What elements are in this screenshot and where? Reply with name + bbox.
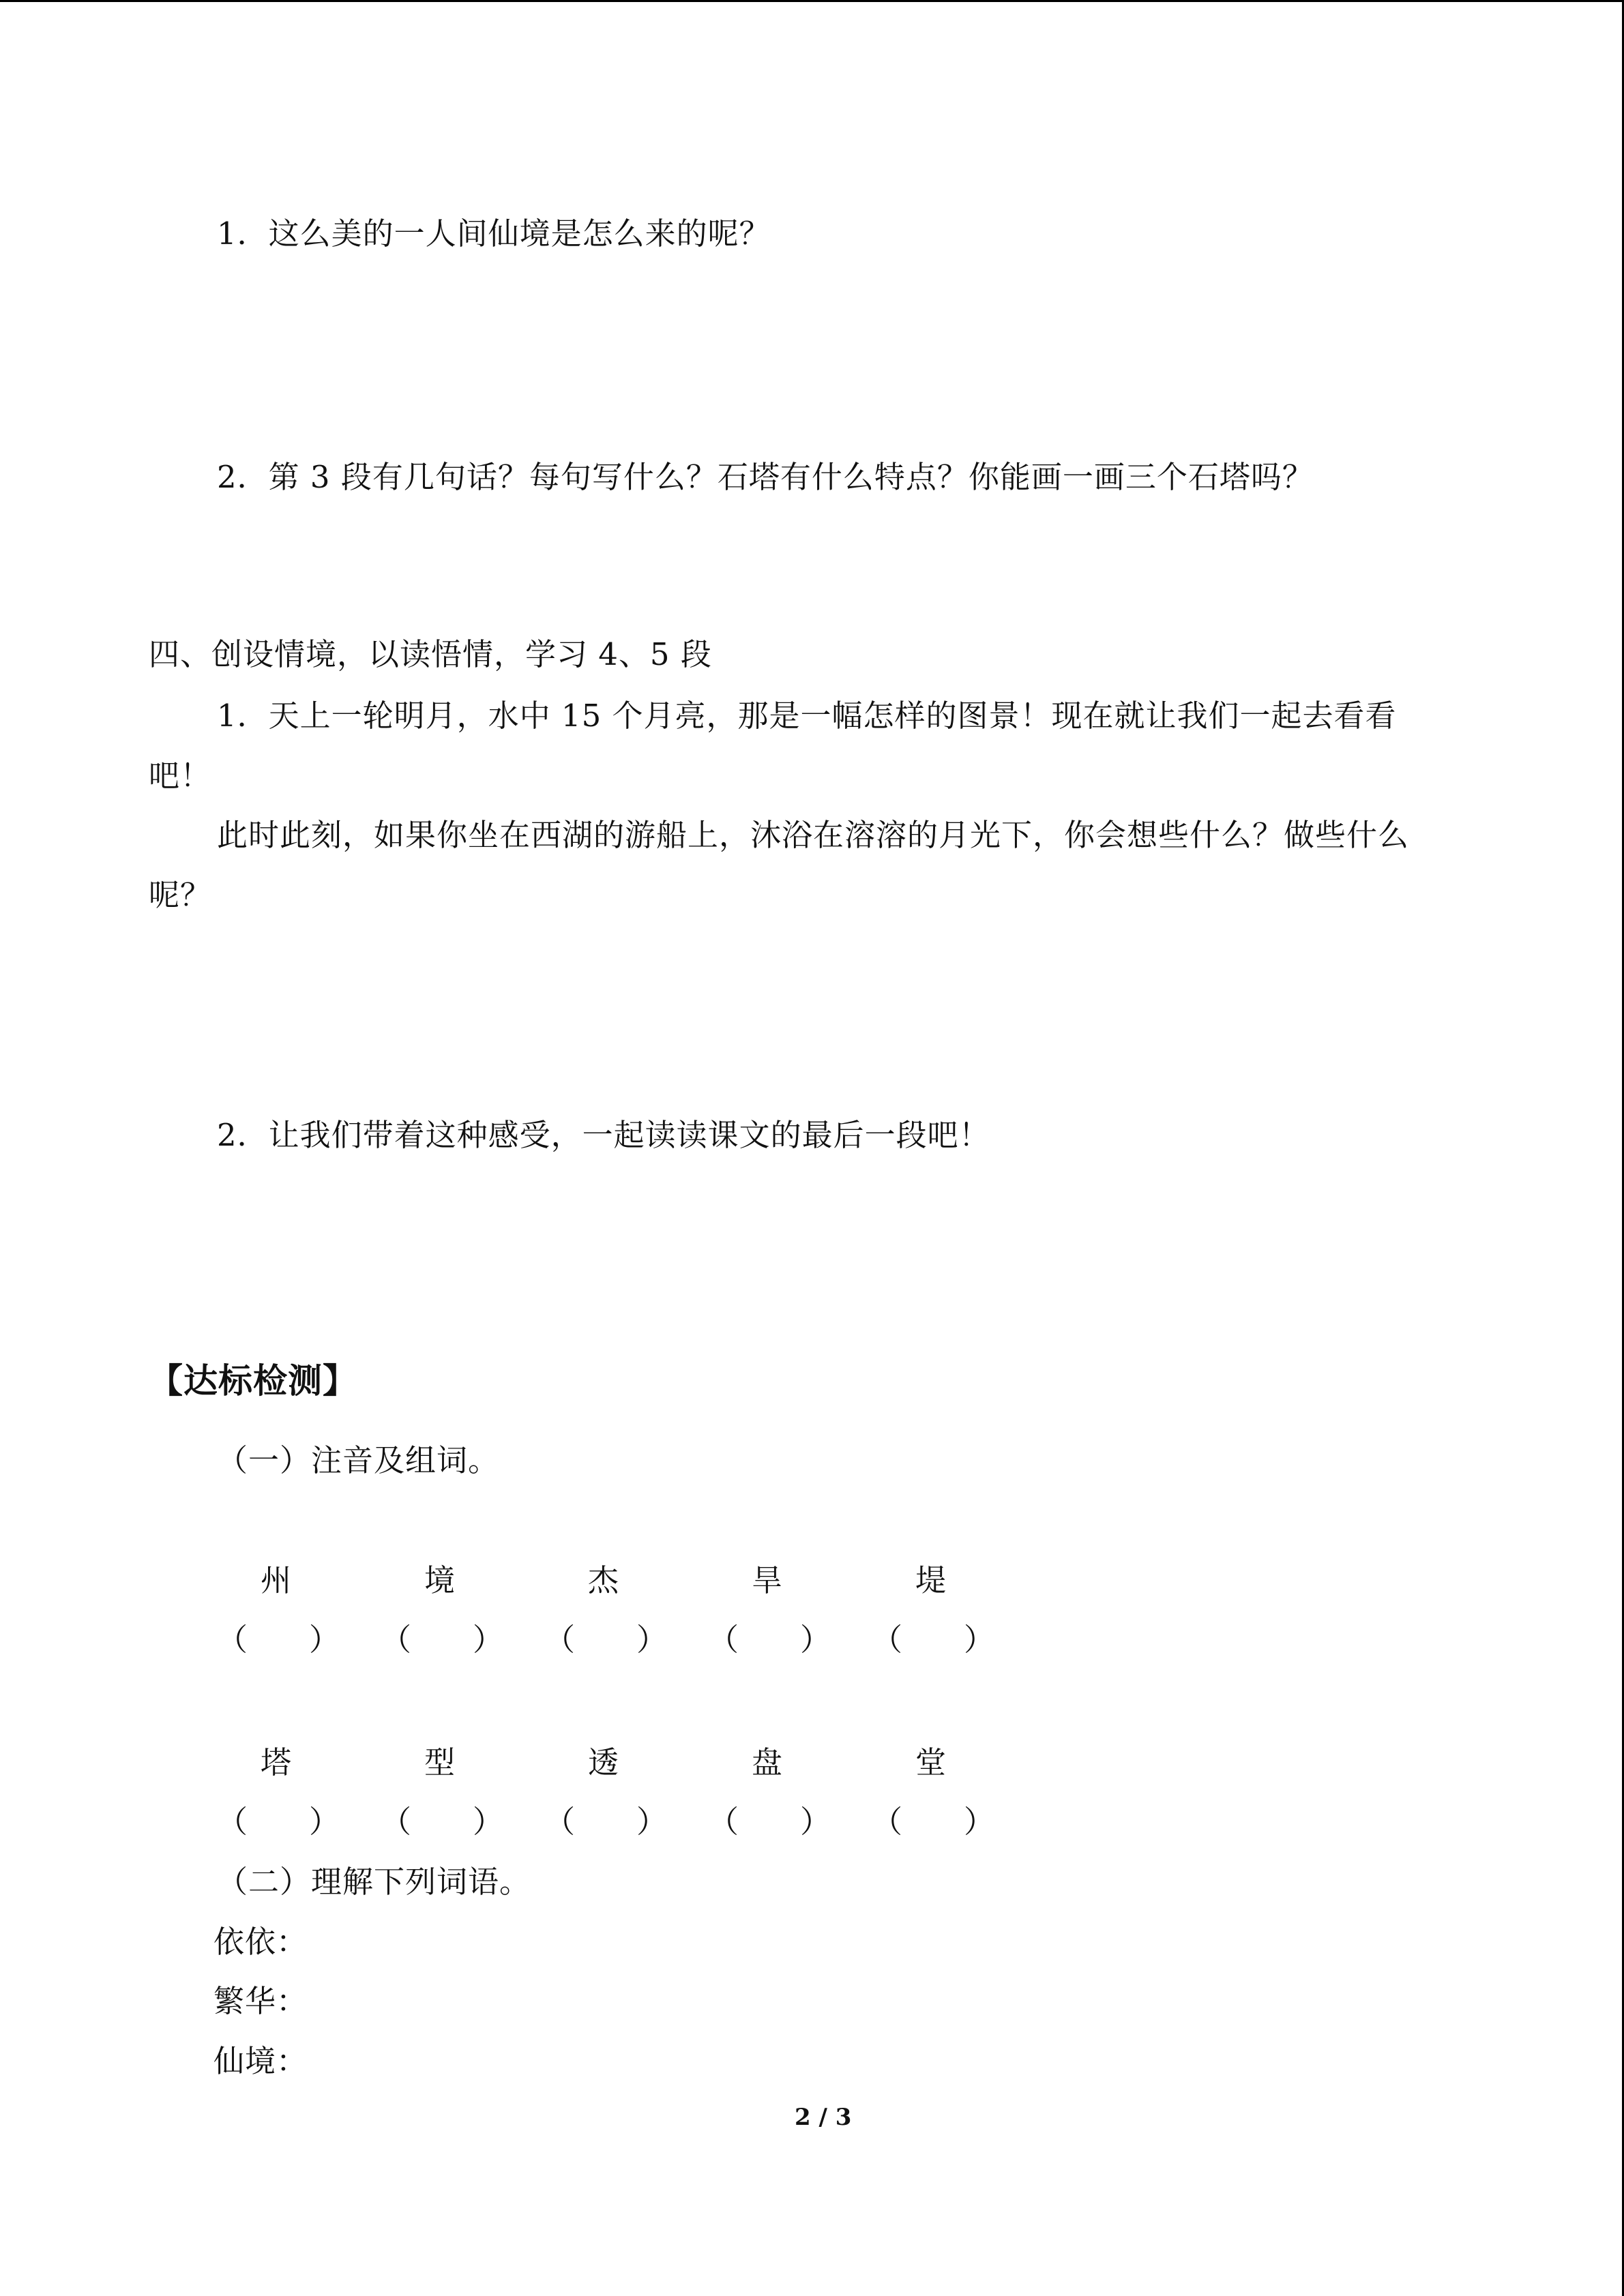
blank-9[interactable]: （ ） bbox=[708, 1804, 831, 1840]
term-xianjing: 仙境： bbox=[213, 2043, 308, 2079]
blank-5[interactable]: （ ） bbox=[872, 1622, 995, 1658]
blank-3[interactable]: （ ） bbox=[544, 1622, 668, 1658]
section-4-paragraph-line1: 此时此刻，如果你坐在西湖的游船上，沐浴在溶溶的月光下，你会想些什么？做些什么 bbox=[217, 817, 1410, 853]
blank-2[interactable]: （ ） bbox=[381, 1622, 504, 1658]
blank-1[interactable]: （ ） bbox=[217, 1622, 340, 1658]
char-tou: 透 bbox=[588, 1744, 619, 1780]
char-zhou: 州 bbox=[261, 1562, 292, 1598]
blank-4[interactable]: （ ） bbox=[708, 1622, 831, 1658]
vocab-instructions: （二）理解下列词语。 bbox=[217, 1864, 531, 1900]
question-2: 2．第 3 段有几句话？每句写什么？石塔有什么特点？你能画一画三个石塔吗？ bbox=[217, 459, 1314, 495]
char-tang: 堂 bbox=[915, 1744, 947, 1780]
blank-8[interactable]: （ ） bbox=[544, 1804, 668, 1840]
char-xing: 型 bbox=[424, 1744, 456, 1780]
char-pan: 盘 bbox=[752, 1744, 783, 1780]
char-ta: 塔 bbox=[261, 1744, 292, 1780]
section-4-q2: 2．让我们带着这种感受，一起读读课文的最后一段吧！ bbox=[217, 1117, 990, 1153]
blank-6[interactable]: （ ） bbox=[217, 1804, 340, 1840]
top-border bbox=[0, 0, 1624, 2]
term-yiyi: 依依： bbox=[213, 1924, 308, 1960]
blank-7[interactable]: （ ） bbox=[381, 1804, 504, 1840]
char-jing: 境 bbox=[424, 1562, 456, 1598]
test-heading: 【达标检测】 bbox=[149, 1360, 357, 1401]
section-4-q1-line1: 1．天上一轮明月，水中 15 个月亮，那是一幅怎样的图景！现在就让我们一起去看看 bbox=[217, 698, 1397, 734]
section-4-paragraph-line2: 呢？ bbox=[149, 877, 212, 913]
term-fanhua: 繁华： bbox=[213, 1983, 308, 2019]
char-han: 旱 bbox=[752, 1562, 783, 1598]
question-1: 1．这么美的一人间仙境是怎么来的呢？ bbox=[217, 215, 771, 252]
section-4-heading: 四、创设情境，以读悟情，学习 4、5 段 bbox=[149, 636, 712, 672]
section-4-q1-line2: 吧！ bbox=[149, 758, 212, 794]
char-di: 堤 bbox=[915, 1562, 947, 1598]
char-jie: 杰 bbox=[588, 1562, 619, 1598]
pinyin-instructions: （一）注音及组词。 bbox=[217, 1442, 500, 1478]
blank-10[interactable]: （ ） bbox=[872, 1804, 995, 1840]
page-number: 2 / 3 bbox=[795, 2104, 852, 2131]
